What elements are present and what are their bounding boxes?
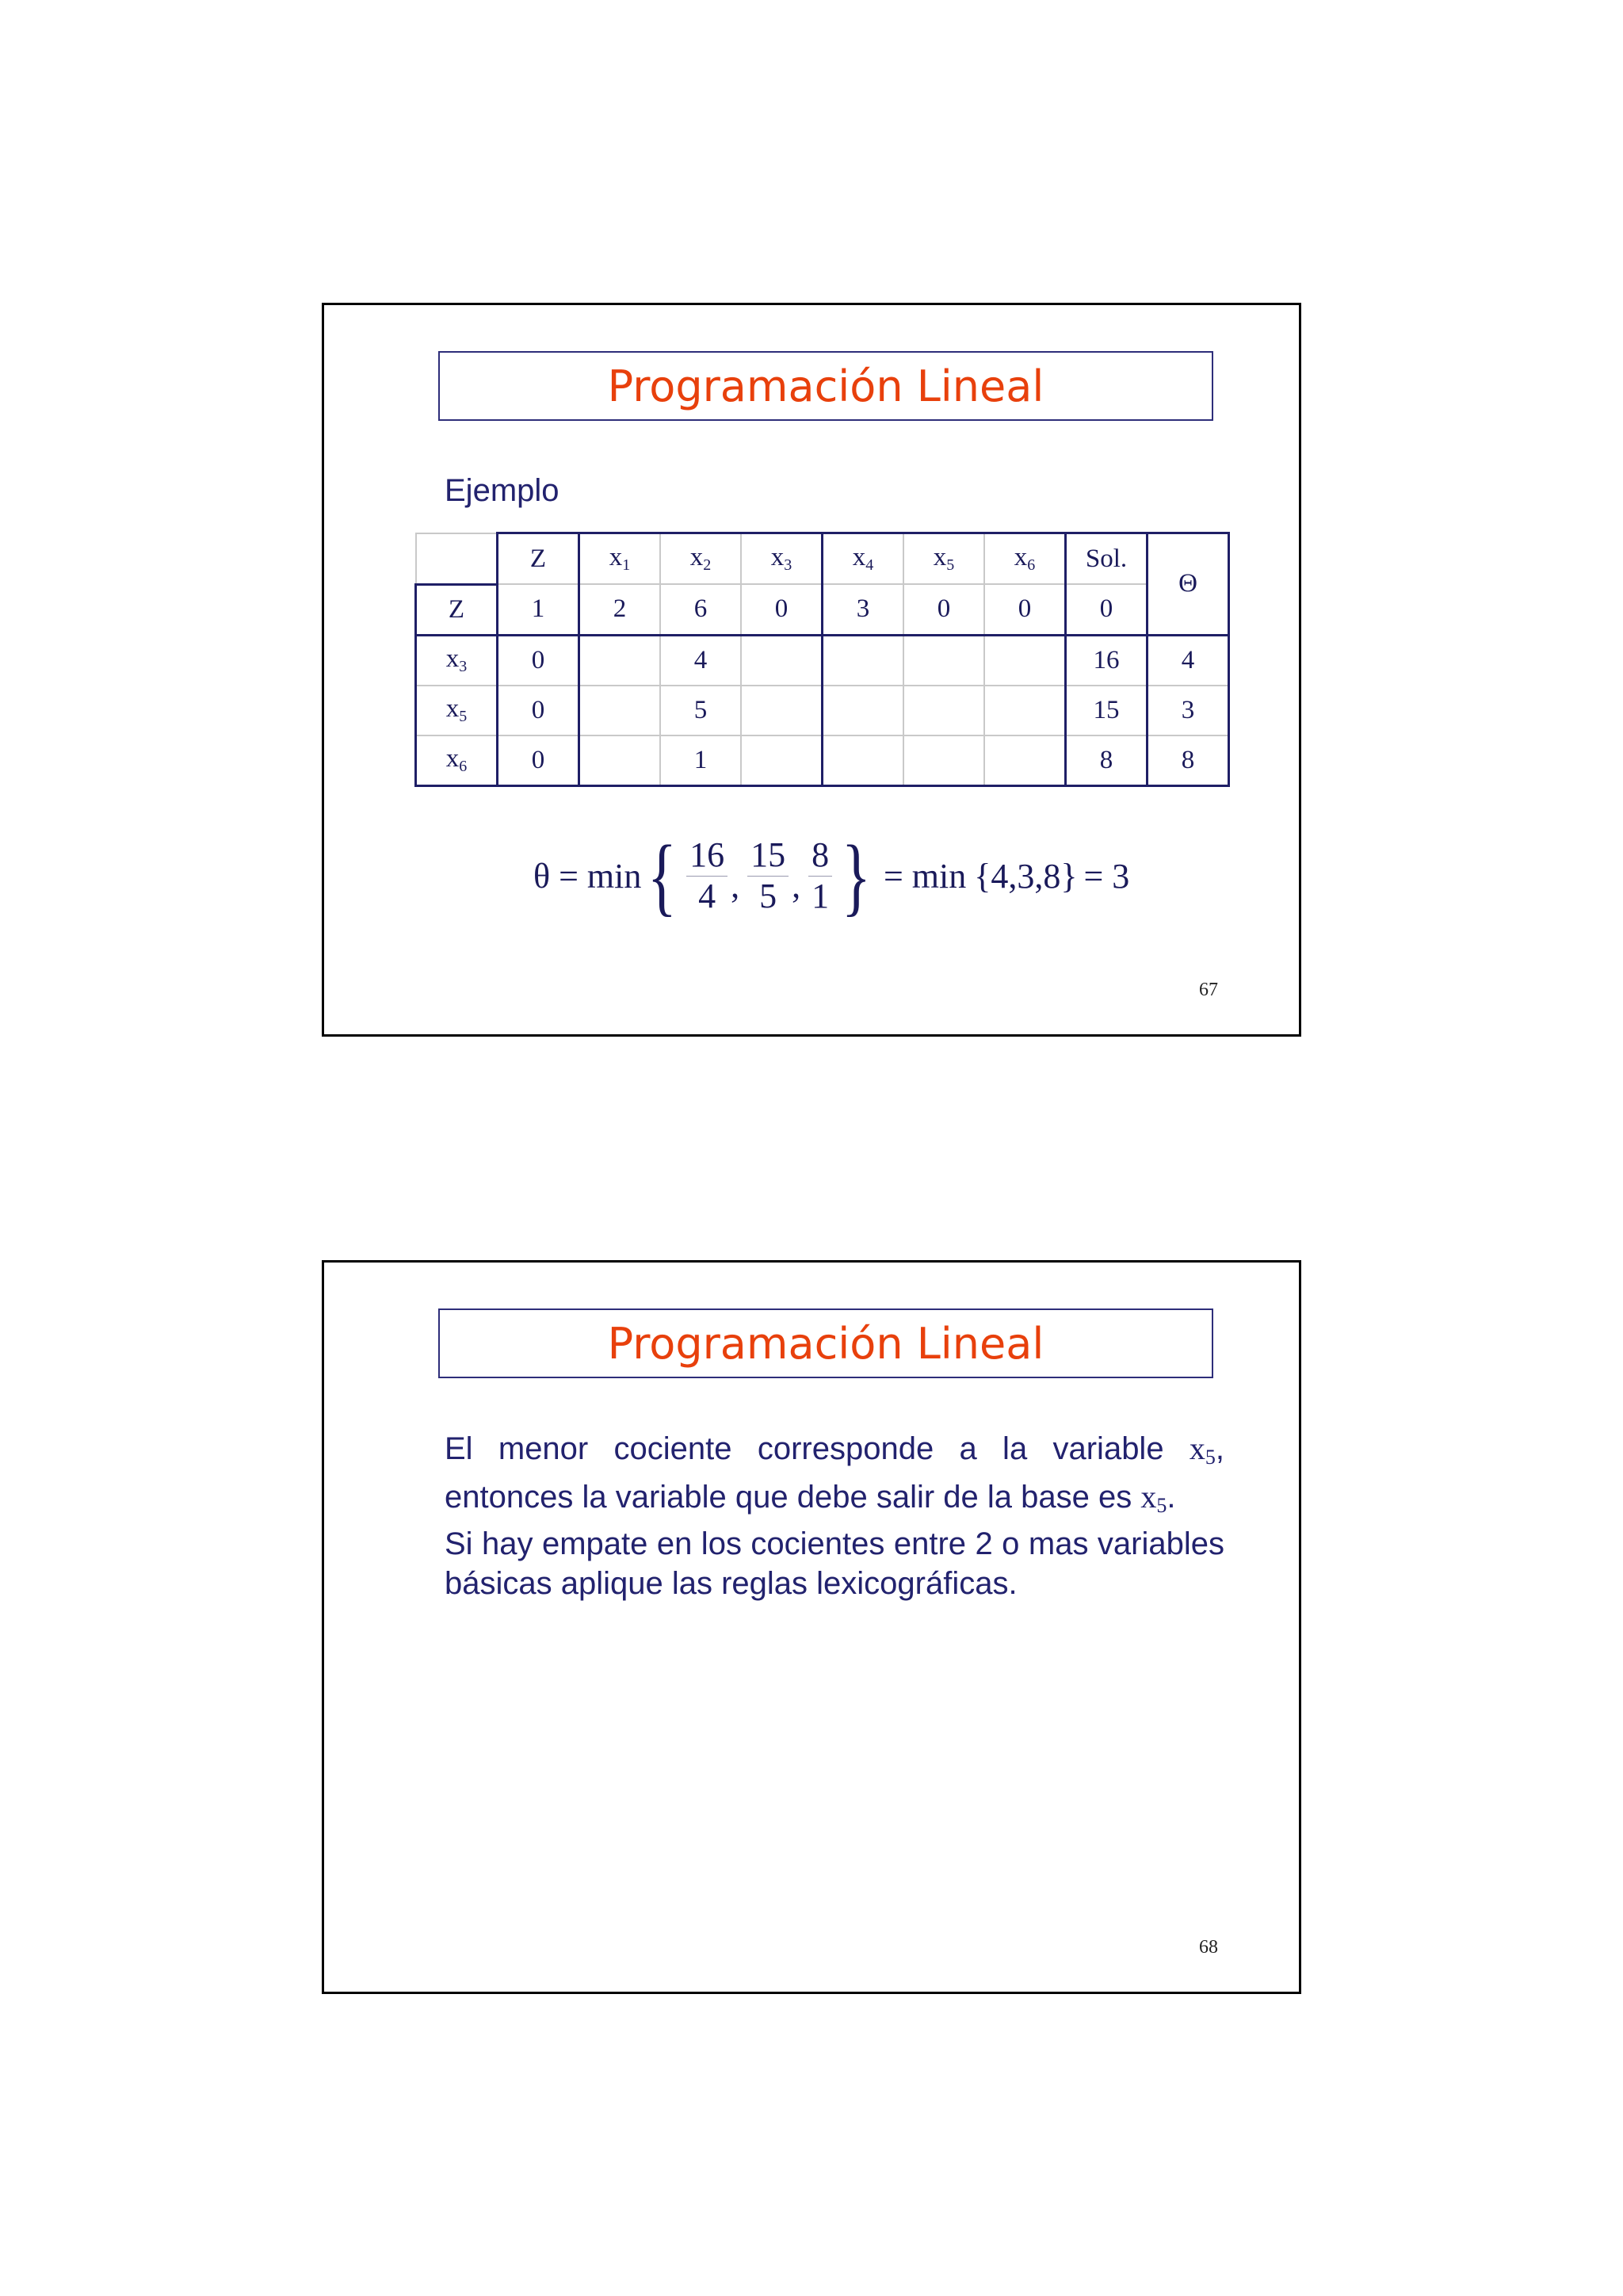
punctuation: , — [1215, 1431, 1224, 1466]
right-brace: } — [842, 827, 872, 924]
table-cell: 0 — [1066, 584, 1148, 635]
table-cell — [903, 686, 984, 735]
example-heading: Ejemplo — [445, 473, 559, 508]
header-cell: $x_3$ — [741, 533, 823, 585]
table-cell — [823, 735, 904, 786]
basis-cell: $x_5$ — [416, 686, 498, 735]
table-cell: 15 — [1066, 686, 1148, 735]
variable-name: x — [1189, 1431, 1205, 1466]
page-number: 68 — [1199, 1937, 1218, 1958]
basis-cell: Z — [416, 584, 498, 635]
table-cell — [984, 686, 1066, 735]
fraction — [747, 835, 789, 916]
header-cell: Z — [498, 533, 579, 585]
table-cell — [579, 635, 661, 686]
variable — [1189, 1431, 1216, 1469]
simplex-tableau — [414, 532, 1230, 787]
basis-cell: $x_3$ — [416, 635, 498, 686]
table-row — [416, 635, 1229, 686]
variable-name: x — [1140, 1479, 1157, 1515]
denominator: 5 — [759, 876, 777, 915]
slide-67 — [322, 303, 1301, 1037]
header-cell: $x_6$ — [984, 533, 1066, 585]
text-span: El menor cociente corresponde a la variable — [445, 1431, 1190, 1466]
table-cell: 16 — [1066, 635, 1148, 686]
formula-lhs: θ = min — [533, 856, 642, 896]
formula-set: {4,3,8} — [974, 856, 1078, 896]
table-cell: 6 — [660, 584, 741, 635]
table-cell — [823, 635, 904, 686]
slide-title: Programación Lineal — [607, 1318, 1044, 1369]
text-span: entonces la variable que debe salir de la base es — [445, 1480, 1141, 1515]
table-cell — [903, 635, 984, 686]
table-cell: 2 — [579, 584, 661, 635]
slide-title: Programación Lineal — [607, 361, 1044, 411]
table-cell: 0 — [498, 735, 579, 786]
theta-formula — [533, 828, 1129, 923]
header-cell: Sol. — [1066, 533, 1148, 585]
table-cell — [579, 686, 661, 735]
table-cell: 8 — [1066, 735, 1148, 786]
table-cell: 0 — [903, 584, 984, 635]
comma: , — [731, 865, 740, 905]
numerator: 15 — [747, 835, 789, 877]
theta-header: Θ — [1148, 533, 1229, 636]
table-cell — [741, 686, 823, 735]
table-cell: 4 — [660, 635, 741, 686]
paragraph-2-text: Si hay empate en los cocientes entre 2 o mas variables básicas aplique las reglas lexicográficas. — [445, 1526, 1224, 1601]
denominator: 1 — [812, 876, 830, 915]
table-cell — [984, 735, 1066, 786]
header-cell-empty — [416, 533, 498, 585]
slide-68 — [322, 1260, 1301, 1994]
theta-cell: 3 — [1148, 686, 1229, 735]
table-row — [416, 735, 1229, 786]
header-cell: $x_2$ — [660, 533, 741, 585]
formula-result: = 3 — [1083, 856, 1130, 896]
table-row — [416, 686, 1229, 735]
paragraph-2 — [445, 1524, 1224, 1603]
header-cell: $x_4$ — [823, 533, 904, 585]
table-cell: 1 — [498, 584, 579, 635]
fraction — [808, 835, 832, 916]
paragraph-1 — [445, 1429, 1224, 1526]
table-cell: 0 — [498, 635, 579, 686]
theta-cell: 8 — [1148, 735, 1229, 786]
table-cell — [579, 735, 661, 786]
denominator: 4 — [698, 876, 716, 915]
table-cell — [741, 635, 823, 686]
table-cell — [984, 635, 1066, 686]
page-number: 67 — [1199, 980, 1218, 1000]
formula-rhs-prefix: = min — [883, 856, 967, 896]
numerator: 8 — [808, 835, 832, 877]
table-cell — [741, 735, 823, 786]
table-cell — [903, 735, 984, 786]
variable — [1140, 1479, 1167, 1515]
slide-title-box — [438, 1308, 1213, 1378]
table-cell: 1 — [660, 735, 741, 786]
numerator: 16 — [686, 835, 727, 877]
table-cell: 0 — [498, 686, 579, 735]
table-cell: 3 — [823, 584, 904, 635]
basis-cell: $x_6$ — [416, 735, 498, 786]
table-row — [416, 584, 1229, 635]
punctuation: . — [1167, 1480, 1176, 1515]
fraction — [686, 835, 727, 916]
header-cell: $x_5$ — [903, 533, 984, 585]
variable-subscript: 5 — [1156, 1494, 1167, 1517]
left-brace: { — [647, 827, 678, 924]
table-header-row — [416, 533, 1229, 585]
table-cell — [823, 686, 904, 735]
table-cell: 0 — [984, 584, 1066, 635]
paragraph-1-line-1 — [445, 1429, 1224, 1477]
comma: , — [792, 865, 801, 905]
variable-subscript: 5 — [1205, 1446, 1216, 1469]
header-cell: $x_1$ — [579, 533, 661, 585]
theta-cell: 4 — [1148, 635, 1229, 686]
slide-title-box — [438, 351, 1213, 421]
paragraph-1-line-2 — [445, 1477, 1224, 1526]
table-cell: 5 — [660, 686, 741, 735]
table-cell: 0 — [741, 584, 823, 635]
